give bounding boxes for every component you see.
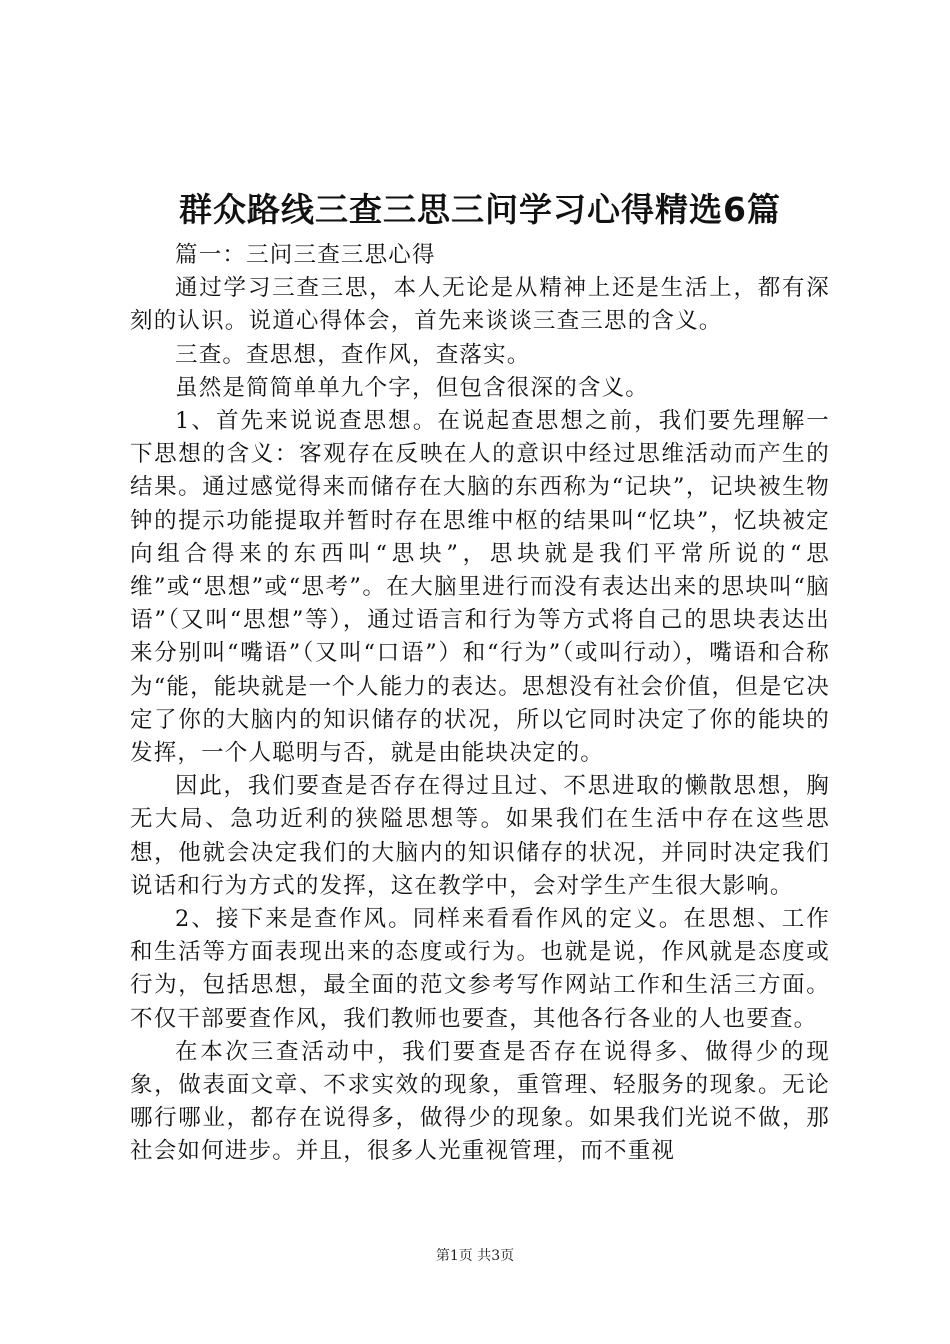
paragraph: 因此，我们要查是否存在得过且过、不思进取的懒散思想，胸无大局、急功近利的狭隘思想等。如果我们在生活中存在这些思想，他就会决定我们的大脑内的知识储存的状况，并同时决定我们说话和行为方式的发挥，这在教学中，会对学生产生很大影响。 bbox=[130, 773, 830, 899]
paragraph: 通过学习三查三思，本人无论是从精神上还是生活上，都有深刻的认识。说道心得体会，首先来谈谈三查三思的含义。 bbox=[130, 275, 830, 335]
paragraph: 三查。查思想，查作风，查落实。 bbox=[175, 341, 531, 368]
document-body bbox=[130, 239, 830, 1169]
paragraph: 在本次三查活动中，我们要查是否存在说得多、做得少的现象，做表面文章、不求实效的现象，重管理、轻服务的现象。无论哪行哪业，都存在说得多，做得少的现象。如果我们光说不做，那社会如何进步。并且，很多人光重视管理，而不重视 bbox=[130, 1038, 830, 1165]
page-number-footer: 第1页 共3页 bbox=[435, 1248, 515, 1264]
paragraph: 虽然是简简单单九个字，但包含很深的含义。 bbox=[175, 374, 650, 401]
paragraph: 1、首先来说说查思想。在说起查思想之前，我们要先理解一下思想的含义：客观存在反映在人的意识中经过思维活动而产生的结果。通过感觉得来而储存在大脑的东西称为“记块”，记块被生物钟的提示功能提取并暂时存在思维中枢的结果叫“忆块”，忆块被定向组合得来的东西叫“思块”，思块就是我们平常所说的“思维”或“思想”或“思考”。在大脑里进行而没有表达出来的思块叫“脑语”（又叫“思想”等），通过语言和行为等方式将自己的思块表达出来分别叫“嘴语”（又叫“口语”）和“行为”（或叫行动），嘴语和合称为“能，能块就是一个人能力的表达。思想没有社会价值，但是它决定了你的大脑内的知识储存的状况，所以它同时决定了你的能块的发挥，一个人聪明与否，就是由能块决定的。 bbox=[130, 408, 831, 767]
paragraph: 2、接下来是查作风。同样来看看作风的定义。在思想、工作和生活等方面表现出来的态度或行为。也就是说，作风就是态度或行为，包括思想，最全面的范文参考写作网站工作和生活三方面。不仅干部要查作风，我们教师也要查，其他各行各业的人也要查。 bbox=[130, 906, 830, 1032]
section-heading: 篇一：三问三查三思心得 bbox=[175, 242, 436, 268]
document-title: 群众路线三查三思三问学习心得精选6篇 bbox=[179, 190, 781, 229]
